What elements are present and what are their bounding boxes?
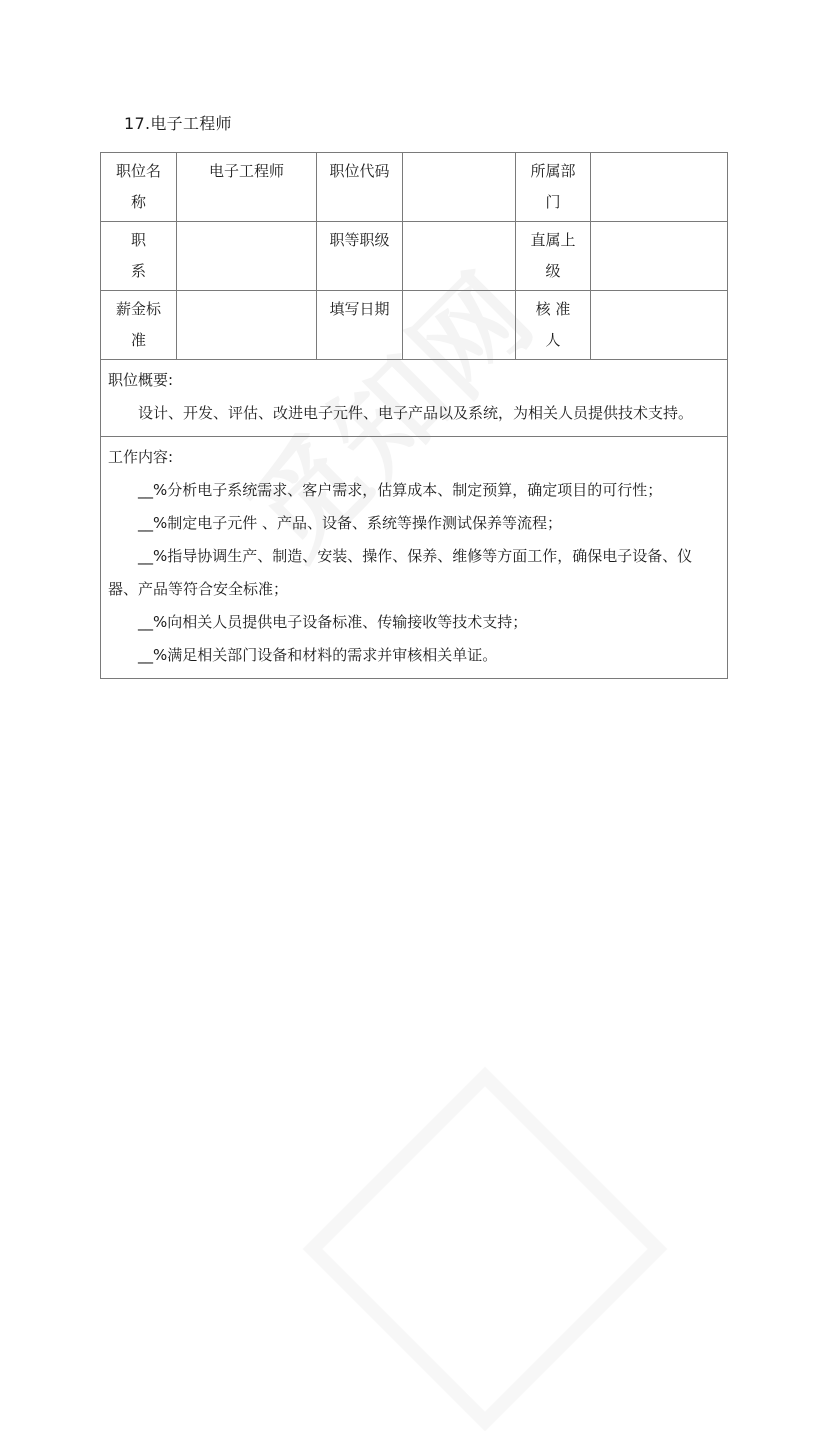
duties-heading: 工作内容: [108,448,174,466]
summary-row [101,360,728,437]
label-position-code: 职位代码 [317,153,403,222]
label-position-name: 职位名称 [101,153,177,222]
value-department[interactable] [591,153,728,222]
label-department: 所属部门 [516,153,591,222]
label-approver: 核 准 人 [516,291,591,360]
value-approver[interactable] [591,291,728,360]
page-title: 17.电子工程师 [124,114,232,133]
summary-heading: 职位概要: [108,371,174,389]
duty-item: __%向相关人员提供电子设备标准、传输接收等技术支持； [138,613,528,631]
duties-section [101,437,728,679]
value-job-grade[interactable] [403,222,516,291]
value-job-family[interactable] [177,222,317,291]
summary-text: 设计、开发、评估、改进电子元件、电子产品以及系统，为相关人员提供技术支持。 [138,404,694,422]
duty-item: __%分析电子系统需求、客户需求，估算成本、制定预算，确定项目的可行性； [138,481,663,499]
duty-item: __%满足相关部门设备和材料的需求并审核相关单证。 [138,646,498,664]
value-position-code[interactable] [403,153,516,222]
summary-section [101,360,728,437]
label-job-family: 职系 [101,222,177,291]
value-direct-supervisor[interactable] [591,222,728,291]
label-job-grade: 职等职级 [317,222,403,291]
table-row [101,291,728,360]
duties-row [101,437,728,679]
duty-item: __%指导协调生产、制造、安装、操作、保养、维修等方面工作，确保电子设备、仪器、产品等符合安全标准； [108,547,693,598]
value-salary-standard[interactable] [177,291,317,360]
watermark-logo [303,1067,668,1431]
job-description-table [100,152,728,679]
label-direct-supervisor: 直属上级 [516,222,591,291]
table-row [101,153,728,222]
label-salary-standard: 薪金标准 [101,291,177,360]
value-fill-date[interactable] [403,291,516,360]
duty-item: __%制定电子元件 、产品、设备、系统等操作测试保养等流程； [138,514,563,532]
label-fill-date: 填写日期 [317,291,403,360]
value-position-name[interactable]: 电子工程师 [177,153,317,222]
table-row [101,222,728,291]
